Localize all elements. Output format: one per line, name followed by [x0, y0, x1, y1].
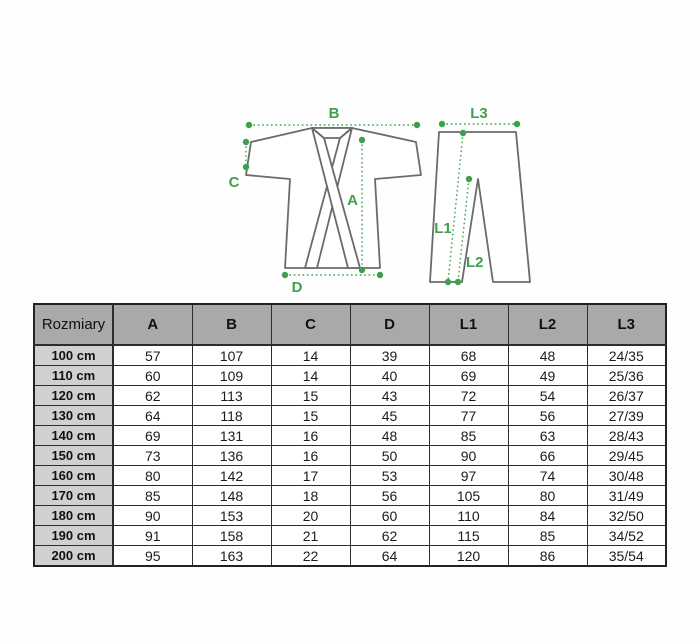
- table-row: [34, 426, 666, 446]
- header-cell-d: D: [350, 304, 429, 345]
- value-cell: 77: [429, 406, 508, 426]
- header-cell-b: B: [192, 304, 271, 345]
- table-row: [34, 345, 666, 366]
- value-cell: 62: [113, 386, 192, 406]
- value-cell: 73: [113, 446, 192, 466]
- table-row: [34, 406, 666, 426]
- value-cell: 30/48: [587, 466, 666, 486]
- dim-dot: [282, 272, 288, 278]
- value-cell: 17: [271, 466, 350, 486]
- value-cell: 32/50: [587, 506, 666, 526]
- value-cell: 105: [429, 486, 508, 506]
- table-row: [34, 506, 666, 526]
- value-cell: 95: [113, 546, 192, 567]
- value-cell: 26/37: [587, 386, 666, 406]
- size-label-cell: 130 cm: [34, 406, 113, 426]
- value-cell: 45: [350, 406, 429, 426]
- value-cell: 68: [429, 345, 508, 366]
- value-cell: 80: [508, 486, 587, 506]
- value-cell: 84: [508, 506, 587, 526]
- size-label-cell: 140 cm: [34, 426, 113, 446]
- value-cell: 43: [350, 386, 429, 406]
- value-cell: 15: [271, 406, 350, 426]
- value-cell: 148: [192, 486, 271, 506]
- value-cell: 142: [192, 466, 271, 486]
- value-cell: 97: [429, 466, 508, 486]
- value-cell: 158: [192, 526, 271, 546]
- value-cell: 85: [429, 426, 508, 446]
- value-cell: 85: [113, 486, 192, 506]
- pants-label-l2: L2: [466, 254, 484, 271]
- jacket-label-a: A: [347, 192, 358, 209]
- value-cell: 16: [271, 426, 350, 446]
- value-cell: 14: [271, 345, 350, 366]
- dim-dot: [414, 122, 420, 128]
- jacket-label-c: C: [228, 174, 240, 191]
- dim-dot: [359, 137, 365, 143]
- value-cell: 48: [508, 345, 587, 366]
- value-cell: 40: [350, 366, 429, 386]
- value-cell: 109: [192, 366, 271, 386]
- value-cell: 49: [508, 366, 587, 386]
- value-cell: 136: [192, 446, 271, 466]
- value-cell: 90: [113, 506, 192, 526]
- table-row: [34, 526, 666, 546]
- size-label-cell: 160 cm: [34, 466, 113, 486]
- value-cell: 80: [113, 466, 192, 486]
- header-cell-rozmiary: Rozmiary: [34, 304, 113, 345]
- value-cell: 91: [113, 526, 192, 546]
- table-row: [34, 546, 666, 567]
- dim-dot: [377, 272, 383, 278]
- value-cell: 85: [508, 526, 587, 546]
- table-header-row: [34, 304, 666, 345]
- dim-dot: [439, 121, 445, 127]
- pants-label-l1: L1: [434, 220, 452, 237]
- size-chart-table: [33, 303, 667, 567]
- table-row: [34, 386, 666, 406]
- value-cell: 15: [271, 386, 350, 406]
- value-cell: 16: [271, 446, 350, 466]
- dim-dot: [514, 121, 520, 127]
- value-cell: 90: [429, 446, 508, 466]
- value-cell: 39: [350, 345, 429, 366]
- dim-dot: [246, 122, 252, 128]
- value-cell: 56: [508, 406, 587, 426]
- header-cell-a: A: [113, 304, 192, 345]
- value-cell: 60: [350, 506, 429, 526]
- value-cell: 22: [271, 546, 350, 567]
- dim-dot: [466, 176, 472, 182]
- size-label-cell: 110 cm: [34, 366, 113, 386]
- dim-dot: [455, 279, 461, 285]
- value-cell: 57: [113, 345, 192, 366]
- value-cell: 20: [271, 506, 350, 526]
- value-cell: 14: [271, 366, 350, 386]
- dim-dot: [445, 279, 451, 285]
- value-cell: 28/43: [587, 426, 666, 446]
- value-cell: 27/39: [587, 406, 666, 426]
- table-row: [34, 486, 666, 506]
- value-cell: 110: [429, 506, 508, 526]
- value-cell: 29/45: [587, 446, 666, 466]
- dim-dot: [243, 139, 249, 145]
- value-cell: 35/54: [587, 546, 666, 567]
- value-cell: 72: [429, 386, 508, 406]
- size-label-cell: 200 cm: [34, 546, 113, 567]
- header-cell-l1: L1: [429, 304, 508, 345]
- value-cell: 64: [113, 406, 192, 426]
- jacket-label-d: D: [291, 279, 303, 296]
- value-cell: 107: [192, 345, 271, 366]
- header-cell-l2: L2: [508, 304, 587, 345]
- table-row: [34, 466, 666, 486]
- dim-dot: [460, 130, 466, 136]
- header-cell-l3: L3: [587, 304, 666, 345]
- value-cell: 118: [192, 406, 271, 426]
- value-cell: 115: [429, 526, 508, 546]
- size-label-cell: 170 cm: [34, 486, 113, 506]
- value-cell: 131: [192, 426, 271, 446]
- value-cell: 69: [113, 426, 192, 446]
- jacket-label-b: B: [328, 105, 340, 122]
- dim-dot: [359, 267, 365, 273]
- value-cell: 113: [192, 386, 271, 406]
- size-label-cell: 100 cm: [34, 345, 113, 366]
- size-table-body: [34, 345, 666, 566]
- value-cell: 86: [508, 546, 587, 567]
- size-label-cell: 180 cm: [34, 506, 113, 526]
- value-cell: 60: [113, 366, 192, 386]
- value-cell: 34/52: [587, 526, 666, 546]
- value-cell: 21: [271, 526, 350, 546]
- table-row: [34, 446, 666, 466]
- value-cell: 64: [350, 546, 429, 567]
- size-label-cell: 150 cm: [34, 446, 113, 466]
- size-label-cell: 190 cm: [34, 526, 113, 546]
- value-cell: 74: [508, 466, 587, 486]
- value-cell: 62: [350, 526, 429, 546]
- value-cell: 66: [508, 446, 587, 466]
- value-cell: 31/49: [587, 486, 666, 506]
- value-cell: 63: [508, 426, 587, 446]
- value-cell: 120: [429, 546, 508, 567]
- size-label-cell: 120 cm: [34, 386, 113, 406]
- value-cell: 48: [350, 426, 429, 446]
- value-cell: 163: [192, 546, 271, 567]
- value-cell: 50: [350, 446, 429, 466]
- value-cell: 53: [350, 466, 429, 486]
- dim-dot: [243, 164, 249, 170]
- value-cell: 25/36: [587, 366, 666, 386]
- table-row: [34, 366, 666, 386]
- value-cell: 69: [429, 366, 508, 386]
- header-cell-c: C: [271, 304, 350, 345]
- value-cell: 18: [271, 486, 350, 506]
- value-cell: 24/35: [587, 345, 666, 366]
- value-cell: 56: [350, 486, 429, 506]
- measurement-diagram: [220, 100, 550, 300]
- value-cell: 54: [508, 386, 587, 406]
- pants-label-l3: L3: [470, 105, 488, 122]
- value-cell: 153: [192, 506, 271, 526]
